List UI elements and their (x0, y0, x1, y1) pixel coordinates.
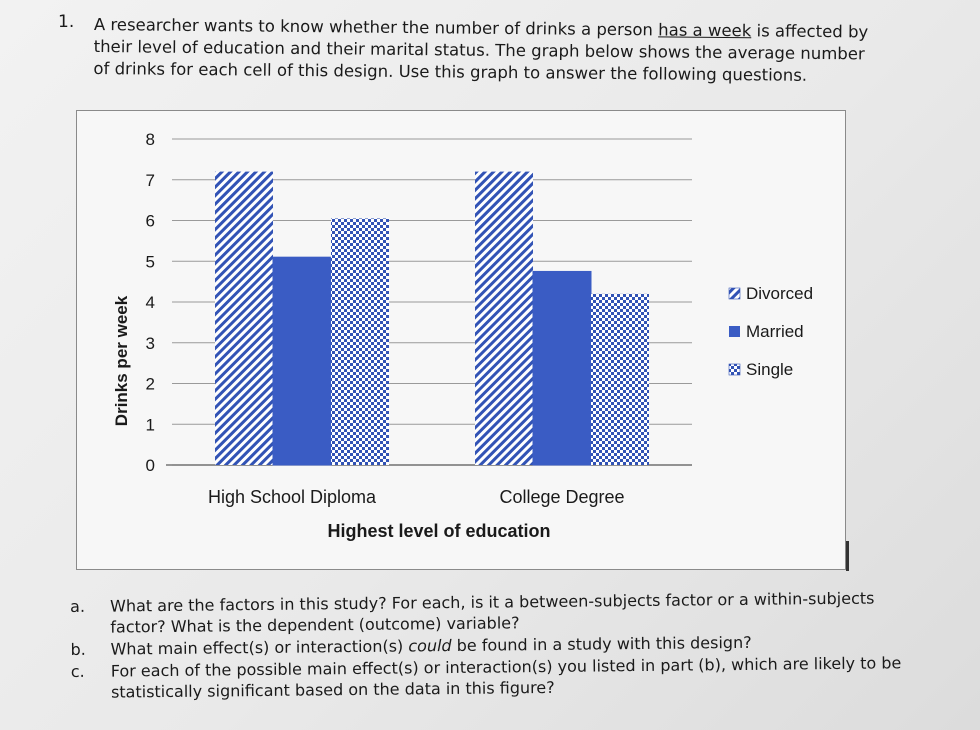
subquestion-text: What are the factors in this study? For each, is it a between-subjects factor or a within-subjects factor? What is the dependent (outcome) variable? (110, 588, 875, 637)
y-tick-label: 4 (145, 293, 155, 312)
y-tick-label: 2 (145, 374, 155, 394)
x-axis-title: Highest level of education (327, 521, 551, 541)
bar-single-college (591, 294, 649, 465)
x-category-label: College Degree (499, 487, 625, 507)
y-tick-label: 8 (145, 130, 155, 149)
bar-divorced-high-school (215, 172, 273, 465)
x-category-label: High School Diploma (207, 487, 377, 507)
subquestion-letter: c. (70, 661, 85, 681)
subquestion-text: For each of the possible main effect(s) or interaction(s) you listed in part (b), which are likely to be statistically significant based on the data in this figure? (110, 653, 902, 702)
subquestion-list (70, 587, 931, 704)
y-tick-label: 3 (145, 333, 155, 353)
legend-label-married: Married (746, 322, 804, 341)
question-text-start: A researcher wants to know whether the number of drinks a person (93, 14, 659, 40)
legend (729, 284, 813, 379)
legend-label-divorced: Divorced (746, 284, 814, 303)
subquestion-text-end: be found in a study with this design? (451, 632, 752, 656)
y-axis-title: Drinks per week (112, 295, 131, 427)
y-axis-ticks (146, 130, 155, 475)
y-tick-label: 6 (145, 211, 155, 231)
subquestion-text-start: What main effect(s) or interaction(s) (110, 636, 409, 659)
bars (215, 172, 649, 465)
bar-married-high-school (273, 257, 331, 465)
chart-frame (76, 110, 846, 570)
subquestion-c (71, 652, 931, 703)
subquestion-letter: a. (70, 596, 86, 616)
question-text-end: is affected by their level of education and their marital status. The graph below shows the average number of drinks for each cell of this design. Use this graph to answer the following questions. (93, 21, 869, 85)
legend-label-single: Single (746, 360, 794, 379)
legend-swatch-divorced (729, 288, 740, 299)
legend-swatch-married (729, 326, 740, 337)
subquestion-text-italic: could (408, 636, 452, 656)
legend-swatch-single (729, 364, 740, 375)
bar-chart (77, 111, 847, 571)
question-text-underlined: has a week (658, 20, 752, 41)
bar-married-college (533, 271, 591, 465)
bar-single-high-school (331, 218, 389, 465)
question-text (93, 14, 884, 88)
x-axis-categories (208, 487, 625, 507)
y-tick-label: 5 (145, 252, 155, 272)
question-number: 1. (58, 12, 75, 32)
subquestion-letter: b. (70, 639, 86, 659)
y-tick-label: 1 (145, 415, 155, 435)
y-tick-label: 7 (145, 170, 155, 190)
bar-divorced-college (475, 172, 533, 465)
y-tick-label: 0 (145, 456, 155, 475)
